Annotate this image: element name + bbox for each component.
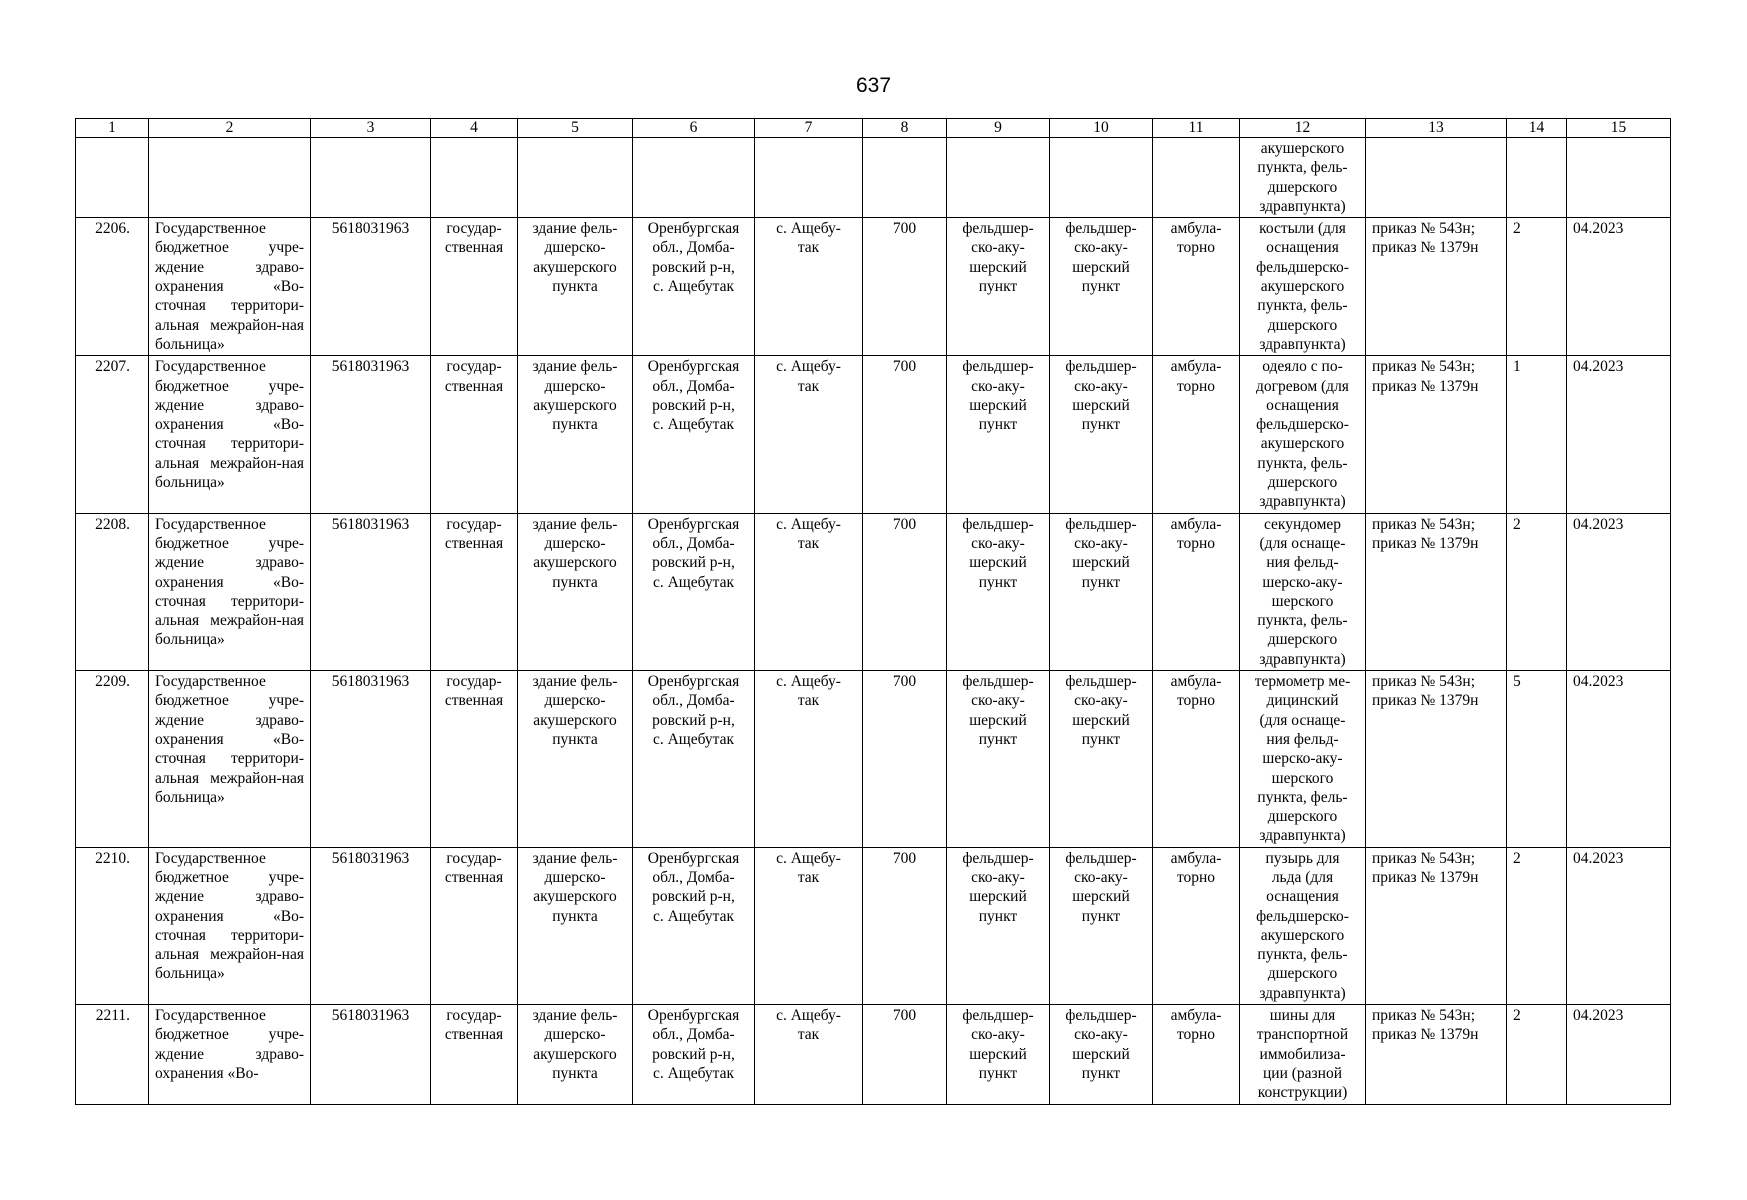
inn-cell: 5618031963 [311,356,431,513]
table-row [76,218,1671,356]
care-type-cell: амбула- торно [1153,356,1240,513]
quantity-cell: 1 [1507,356,1567,513]
column-header: 12 [1240,119,1366,138]
locality-cell: с. Ащебу- так [755,218,863,356]
inn-cell: 5618031963 [311,1005,431,1104]
column-number-header [76,119,1671,138]
date-cell: 04.2023 [1567,356,1671,513]
order-cell: приказ № 543н; приказ № 1379н [1366,513,1507,670]
address-cell: Оренбургская обл., Домба- ровский р-н, с. Ащебутак [633,356,755,513]
row-number-cell: 2209. [76,671,149,848]
column-header: 6 [633,119,755,138]
unit-cell: фельдшер- ско-аку- шерский пункт [1050,847,1153,1004]
quantity-cell: 2 [1507,1005,1567,1104]
column-header: 13 [1366,119,1507,138]
unit-cell: фельдшер- ско-аку- шерский пункт [1050,513,1153,670]
table-row [76,671,1671,848]
building-cell: здание фель- дшерско- акушерского пункта [518,1005,633,1104]
organization-cell: Государственное бюджетное учре-ждение здраво-охранения «Во-сточная территори-альная межрайон-ная больница» [149,671,311,848]
ownership-cell: государ- ственная [431,356,518,513]
unit-cell: фельдшер- ско-аку- шерский пункт [1050,218,1153,356]
column-header: 1 [76,119,149,138]
address-cell: Оренбургская обл., Домба- ровский р-н, с. Ащебутак [633,1005,755,1104]
column-header: 7 [755,119,863,138]
date-cell: 04.2023 [1567,513,1671,670]
table-cell [311,138,431,218]
equipment-cell: одеяло с по- догревом (для оснащения фельдшерско- акушерского пункта, фель- дшерского здравпункта) [1240,356,1366,513]
column-header: 11 [1153,119,1240,138]
register-table [75,118,1671,1105]
unit-cell: фельдшер- ско-аку- шерский пункт [1050,356,1153,513]
code-cell: 700 [863,513,947,670]
table-cell [1153,138,1240,218]
column-header: 3 [311,119,431,138]
equipment-cell: костыли (для оснащения фельдшерско- акушерского пункта, фель- дшерского здравпункта) [1240,218,1366,356]
row-number-cell: 2210. [76,847,149,1004]
ownership-cell: государ- ственная [431,1005,518,1104]
table-cell [76,138,149,218]
care-type-cell: амбула- торно [1153,671,1240,848]
column-header: 9 [947,119,1050,138]
locality-cell: с. Ащебу- так [755,356,863,513]
ownership-cell: государ- ственная [431,847,518,1004]
quantity-cell: 2 [1507,847,1567,1004]
locality-cell: с. Ащебу- так [755,671,863,848]
care-type-cell: амбула- торно [1153,218,1240,356]
care-type-cell: амбула- торно [1153,1005,1240,1104]
table-cell [431,138,518,218]
table-cell [863,138,947,218]
code-cell: 700 [863,218,947,356]
address-cell: Оренбургская обл., Домба- ровский р-н, с. Ащебутак [633,513,755,670]
organization-cell: Государственное бюджетное учре-ждение здраво-охранения «Во-сточная территори-альная межрайон-ная больница» [149,847,311,1004]
building-cell: здание фель- дшерско- акушерского пункта [518,847,633,1004]
row-number-cell: 2206. [76,218,149,356]
building-cell: здание фель- дшерско- акушерского пункта [518,513,633,670]
table-row [76,356,1671,513]
table-row [76,847,1671,1004]
order-cell: приказ № 543н; приказ № 1379н [1366,356,1507,513]
organization-cell: Государственное бюджетное учре-ждение здраво-охранения «Во-сточная территори-альная межрайон-ная больница» [149,513,311,670]
ownership-cell: государ- ственная [431,671,518,848]
table-row [76,513,1671,670]
date-cell: 04.2023 [1567,671,1671,848]
building-cell: здание фель- дшерско- акушерского пункта [518,671,633,848]
address-cell: Оренбургская обл., Домба- ровский р-н, с. Ащебутак [633,218,755,356]
organization-cell: Государственное бюджетное учре-ждение здраво-охранения «Во-сточная территори-альная межрайон-ная больница» [149,356,311,513]
equipment-cell: термометр ме- дицинский (для оснаще- ния фельд- шерско-аку- шерского пункта, фель- дшерского здравпункта) [1240,671,1366,848]
column-header: 10 [1050,119,1153,138]
locality-cell: с. Ащебу- так [755,513,863,670]
unit-cell: фельдшер- ско-аку- шерский пункт [947,513,1050,670]
unit-cell: фельдшер- ско-аку- шерский пункт [947,671,1050,848]
quantity-cell: 2 [1507,218,1567,356]
unit-cell: фельдшер- ско-аку- шерский пункт [1050,671,1153,848]
row-number-cell: 2207. [76,356,149,513]
table-cell [1507,138,1567,218]
code-cell: 700 [863,356,947,513]
table-cell [1366,138,1507,218]
ownership-cell: государ- ственная [431,513,518,670]
address-cell: Оренбургская обл., Домба- ровский р-н, с. Ащебутак [633,671,755,848]
equipment-cell: пузырь для льда (для оснащения фельдшерско- акушерского пункта, фель- дшерского здравпункта) [1240,847,1366,1004]
code-cell: 700 [863,671,947,848]
page-number: 637 [855,74,892,97]
column-header: 4 [431,119,518,138]
unit-cell: фельдшер- ско-аку- шерский пункт [947,1005,1050,1104]
row-number-cell: 2211. [76,1005,149,1104]
locality-cell: с. Ащебу- так [755,847,863,1004]
column-header: 14 [1507,119,1567,138]
care-type-cell: амбула- торно [1153,513,1240,670]
organization-cell: Государственное бюджетное учре-ждение здраво-охранения «Во- [149,1005,311,1104]
order-cell: приказ № 543н; приказ № 1379н [1366,847,1507,1004]
order-cell: приказ № 543н; приказ № 1379н [1366,671,1507,848]
inn-cell: 5618031963 [311,218,431,356]
inn-cell: 5618031963 [311,847,431,1004]
equipment-cell: акушерского пункта, фель- дшерского здравпункта) [1240,138,1366,218]
care-type-cell: амбула- торно [1153,847,1240,1004]
code-cell: 700 [863,1005,947,1104]
equipment-cell: шины для транспортной иммобилиза- ции (разной конструкции) [1240,1005,1366,1104]
date-cell: 04.2023 [1567,847,1671,1004]
table-row [76,1005,1671,1104]
unit-cell: фельдшер- ско-аку- шерский пункт [1050,1005,1153,1104]
quantity-cell: 2 [1507,513,1567,670]
organization-cell: Государственное бюджетное учре-ждение здраво-охранения «Во-сточная территори-альная межрайон-ная больница» [149,218,311,356]
table-cell [755,138,863,218]
row-number-cell: 2208. [76,513,149,670]
date-cell: 04.2023 [1567,218,1671,356]
unit-cell: фельдшер- ско-аку- шерский пункт [947,218,1050,356]
order-cell: приказ № 543н; приказ № 1379н [1366,218,1507,356]
locality-cell: с. Ащебу- так [755,1005,863,1104]
unit-cell: фельдшер- ско-аку- шерский пункт [947,847,1050,1004]
equipment-cell: секундомер (для оснаще- ния фельд- шерско-аку- шерского пункта, фель- дшерского здравпункта) [1240,513,1366,670]
column-header: 8 [863,119,947,138]
table-cell [149,138,311,218]
building-cell: здание фель- дшерско- акушерского пункта [518,356,633,513]
ownership-cell: государ- ственная [431,218,518,356]
table-cell [1567,138,1671,218]
unit-cell: фельдшер- ско-аку- шерский пункт [947,356,1050,513]
inn-cell: 5618031963 [311,513,431,670]
address-cell: Оренбургская обл., Домба- ровский р-н, с. Ащебутак [633,847,755,1004]
building-cell: здание фель- дшерско- акушерского пункта [518,218,633,356]
code-cell: 700 [863,847,947,1004]
table-cell [633,138,755,218]
quantity-cell: 5 [1507,671,1567,848]
table-cell [1050,138,1153,218]
column-header: 5 [518,119,633,138]
order-cell: приказ № 543н; приказ № 1379н [1366,1005,1507,1104]
column-header: 2 [149,119,311,138]
column-header: 15 [1567,119,1671,138]
date-cell: 04.2023 [1567,1005,1671,1104]
inn-cell: 5618031963 [311,671,431,848]
continuation-row [76,138,1671,218]
table-cell [518,138,633,218]
table-cell [947,138,1050,218]
